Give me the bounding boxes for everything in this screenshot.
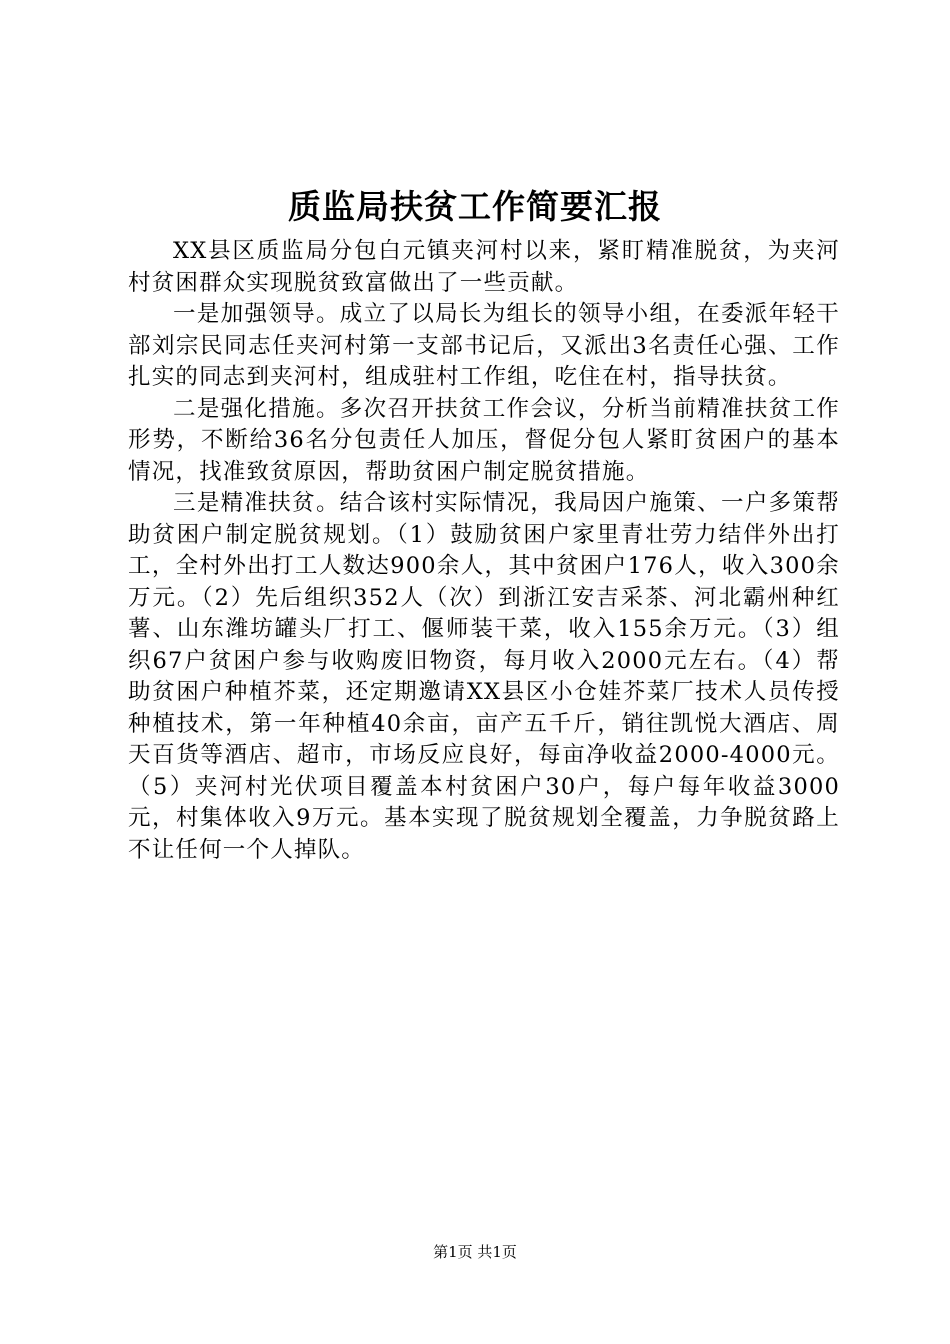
document-title: 质监局扶贫工作简要汇报: [288, 187, 662, 226]
page-number-footer: 第1页 共1页: [433, 1243, 517, 1261]
leadership-paragraph: 一是加强领导。成立了以局长为组长的领导小组，在委派年轻干部刘宗民同志任夹河村第一支部书记后，又派出3名责任心强、工作扎实的同志到夹河村，组成驻村工作组，吃住在村，指导扶贫。: [128, 301, 840, 390]
document-body: [128, 236, 840, 866]
precision-poverty-paragraph: 三是精准扶贫。结合该村实际情况，我局因户施策、一户多策帮助贫困户制定脱贫规划。（1）鼓励贫困户家里青壮劳力结伴外出打工，全村外出打工人数达900余人，其中贫困户176人，收入300余万元。（2）先后组织352人（次）到浙江安吉采茶、河北霸州种红薯、山东潍坊罐头厂打工、偃师装干菜，收入155余万元。（3）组织67户贫困户参与收购废旧物资，每月收入2000元左右。（4）帮助贫困户种植芥菜，还定期邀请XX县区小仓娃芥菜厂技术人员传授种植技术，第一年种植40余亩，亩产五千斤，销往凯悦大酒店、周天百货等酒店、超市，市场反应良好，每亩净收益2000-4000元。（5）夹河村光伏项目覆盖本村贫困户30户，每户每年收益3000元，村集体收入9万元。基本实现了脱贫规划全覆盖，力争脱贫路上不让任何一个人掉队。: [128, 490, 840, 863]
measures-paragraph: 二是强化措施。多次召开扶贫工作会议，分析当前精准扶贫工作形势，不断给36名分包责任人加压，督促分包人紧盯贫困户的基本情况，找准致贫原因，帮助贫困户制定脱贫措施。: [128, 395, 840, 485]
intro-paragraph: XX县区质监局分包白元镇夹河村以来，紧盯精准脱贫，为夹河村贫困群众实现脱贫致富做出了一些贡献。: [128, 238, 840, 296]
